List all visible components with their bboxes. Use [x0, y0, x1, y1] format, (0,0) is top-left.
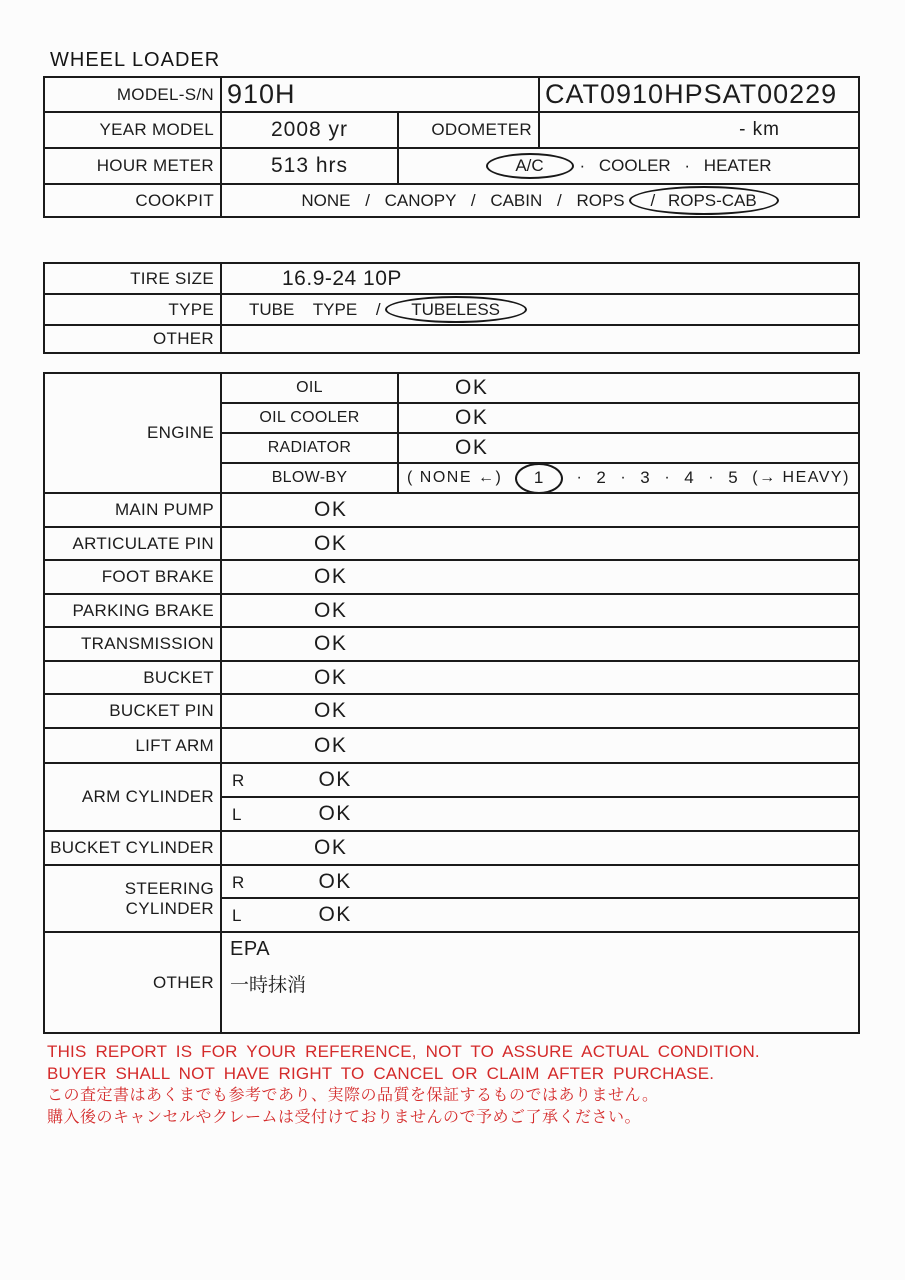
table-row: [44, 763, 859, 797]
other-cell: [221, 932, 859, 1033]
other-label: OTHER: [44, 932, 221, 1033]
tire-other-value: [221, 325, 859, 353]
parking-brake-label: PARKING BRAKE: [44, 594, 221, 627]
table-row: [44, 373, 859, 403]
serial-value: CAT0910HPSAT00229: [539, 77, 859, 112]
table-row: [44, 184, 859, 217]
blowby-none-label: ( NONE ←): [407, 469, 503, 486]
engine-oil-label: OIL: [221, 373, 398, 403]
engine-radiator-label: RADIATOR: [221, 433, 398, 463]
steering-cylinder-left-cell: [221, 898, 859, 932]
engine-radiator-value: OK: [398, 433, 859, 463]
tire-type-cell: [221, 294, 859, 325]
table-row: [44, 148, 859, 184]
tire-type-circled-option: TUBELESS: [385, 296, 527, 323]
aircon-cell: [398, 148, 859, 184]
articulate-pin-value: OK: [221, 527, 859, 560]
blowby-separator: ·: [576, 469, 584, 486]
main-pump-label: MAIN PUMP: [44, 493, 221, 527]
header-table: [43, 76, 860, 218]
aircon-circled-option: A/C: [486, 153, 574, 179]
table-row: [44, 294, 859, 325]
other-line-japanese: 一時抹消: [230, 975, 307, 996]
engine-blowby-cell: [398, 463, 859, 493]
arm-cylinder-left-label: L: [232, 805, 242, 824]
arm-cylinder-right-label: R: [232, 771, 245, 790]
disclaimer-line-2: BUYER SHALL NOT HAVE RIGHT TO CANCEL OR CLAIM AFTER PURCHASE.: [47, 1064, 715, 1083]
hour-meter-label: HOUR METER: [44, 148, 221, 184]
bucket-pin-value: OK: [221, 694, 859, 728]
bucket-pin-label: BUCKET PIN: [44, 694, 221, 728]
table-row: [44, 325, 859, 353]
inspection-table: [43, 372, 860, 1034]
table-row: [44, 932, 859, 1033]
arm-cylinder-left-value: OK: [318, 802, 352, 825]
disclaimer-line-1: THIS REPORT IS FOR YOUR REFERENCE, NOT TO ASSURE ACTUAL CONDITION.: [47, 1042, 760, 1061]
foot-brake-label: FOOT BRAKE: [44, 560, 221, 594]
model-sn-label: MODEL-S/N: [44, 77, 221, 112]
blowby-selected-value: 1: [515, 463, 563, 493]
bucket-label: BUCKET: [44, 661, 221, 694]
table-row: [44, 694, 859, 728]
blowby-separator: ·: [620, 469, 628, 486]
tire-size-value: 16.9-24 10P: [221, 263, 859, 294]
table-row: [44, 728, 859, 763]
foot-brake-value: OK: [221, 560, 859, 594]
engine-oil-cooler-value: OK: [398, 403, 859, 433]
table-row: [44, 77, 859, 112]
page-title: WHEEL LOADER: [50, 49, 221, 71]
cockpit-circled-option: / ROPS-CAB: [629, 186, 779, 215]
tire-other-label: OTHER: [44, 325, 221, 353]
steering-cylinder-right-label: R: [232, 872, 245, 892]
blowby-separator: ·: [664, 469, 672, 486]
table-row: [44, 112, 859, 148]
bucket-value: OK: [221, 661, 859, 694]
arm-cylinder-left-cell: [221, 797, 859, 831]
odometer-value: - km: [539, 112, 859, 148]
odometer-label: ODOMETER: [398, 112, 539, 148]
table-row: [44, 865, 859, 898]
engine-oil-cooler-label: OIL COOLER: [221, 403, 398, 433]
table-row: [44, 527, 859, 560]
tire-type-options: TUBE TYPE /: [249, 299, 381, 319]
transmission-label: TRANSMISSION: [44, 627, 221, 661]
tire-type-label: TYPE: [44, 294, 221, 325]
steering-cylinder-left-value: OK: [318, 903, 352, 926]
table-row: [44, 594, 859, 627]
other-line-epa: EPA: [230, 938, 271, 960]
table-row: [44, 493, 859, 527]
main-pump-value: OK: [221, 493, 859, 527]
tire-table: [43, 262, 860, 354]
table-row: [44, 831, 859, 865]
arm-cylinder-right-value: OK: [318, 768, 352, 791]
parking-brake-value: OK: [221, 594, 859, 627]
blowby-scale-5: 5: [728, 468, 740, 487]
table-row: [44, 263, 859, 294]
table-row: [44, 560, 859, 594]
blowby-scale-2: 2: [596, 468, 608, 487]
table-row: [44, 661, 859, 694]
disclaimer-block: [47, 1041, 760, 1129]
blowby-separator: ·: [708, 469, 716, 486]
year-model-label: YEAR MODEL: [44, 112, 221, 148]
engine-label: ENGINE: [44, 373, 221, 493]
year-model-value: 2008 yr: [221, 112, 398, 148]
lift-arm-value: OK: [221, 728, 859, 763]
model-value: 910H: [221, 77, 539, 112]
steering-cylinder-label: STEERING CYLINDER: [44, 865, 221, 932]
arm-cylinder-right-cell: [221, 763, 859, 797]
blowby-heavy-label: (→ HEAVY): [752, 469, 850, 486]
aircon-other-options: · COOLER · HEATER: [579, 156, 772, 175]
disclaimer-line-4: 購入後のキャンセルやクレームは受付けておりませんので予めご了承ください。: [47, 1109, 642, 1126]
disclaimer-line-3: この査定書はあくまでも参考であり、実際の品質を保証するものではありません。: [47, 1087, 659, 1104]
steering-cylinder-right-value: OK: [318, 869, 352, 893]
steering-cylinder-right-cell: [221, 865, 859, 898]
table-row: [44, 627, 859, 661]
tire-size-label: TIRE SIZE: [44, 263, 221, 294]
lift-arm-label: LIFT ARM: [44, 728, 221, 763]
blowby-scale-3: 3: [640, 468, 652, 487]
blowby-scale-4: 4: [684, 468, 696, 487]
engine-blowby-label: BLOW-BY: [221, 463, 398, 493]
cockpit-cell: [221, 184, 859, 217]
engine-oil-value: OK: [398, 373, 859, 403]
cockpit-label: COOKPIT: [44, 184, 221, 217]
transmission-value: OK: [221, 627, 859, 661]
arm-cylinder-label: ARM CYLINDER: [44, 763, 221, 831]
cockpit-options: NONE / CANOPY / CABIN / ROPS: [301, 190, 625, 210]
bucket-cylinder-label: BUCKET CYLINDER: [44, 831, 221, 865]
hour-meter-value: 513 hrs: [221, 148, 398, 184]
articulate-pin-label: ARTICULATE PIN: [44, 527, 221, 560]
bucket-cylinder-value: OK: [221, 831, 859, 865]
steering-cylinder-left-label: L: [232, 906, 242, 925]
